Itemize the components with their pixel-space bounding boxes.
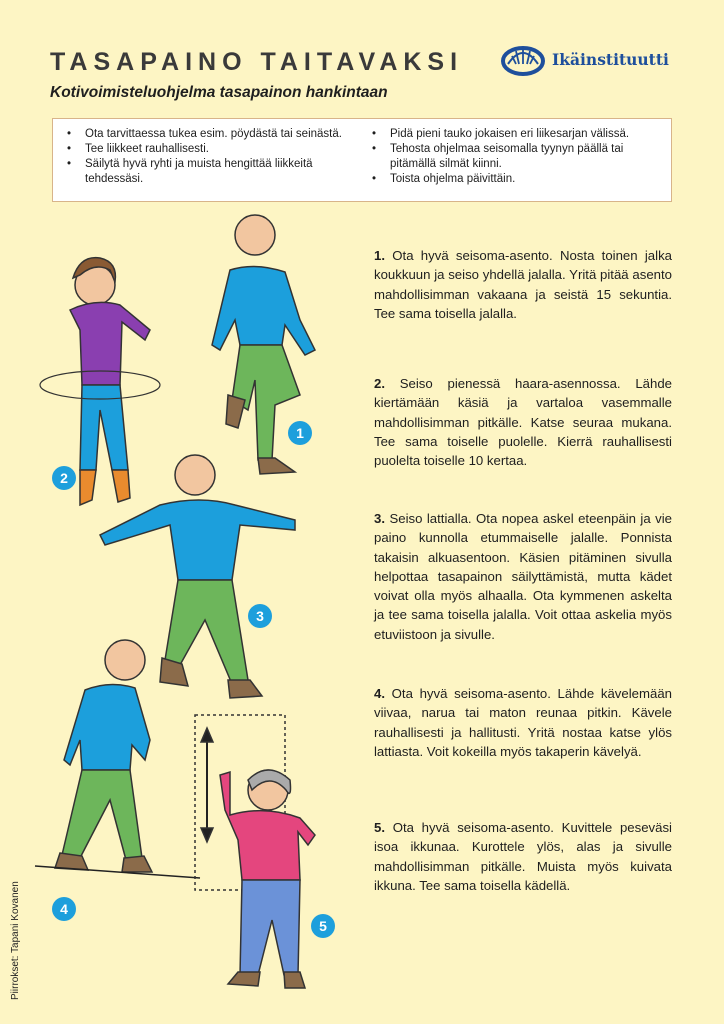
tip-item: • Toista ohjelma päivittäin. xyxy=(370,172,660,187)
exercise-number: 4. xyxy=(374,686,385,701)
exercise-5 xyxy=(374,818,672,895)
tip-item: • Tee liikkeet rauhallisesti. xyxy=(65,142,370,157)
badge-3: 3 xyxy=(248,604,272,628)
exercise-text: Ota hyvä seisoma-asento. Lähde kävelemään viivaa, narua tai maton reunaa pitkin. Kävele rauhallisesti ja hallitusti. Yritä nostaa katse ylös lattiasta. Voit kokeilla myös takaperin kävelyä. xyxy=(374,686,672,759)
shell-logo-icon xyxy=(500,42,546,76)
logo-text: Ikäinstituutti xyxy=(552,49,669,69)
exercise-2 xyxy=(374,374,672,470)
page-subtitle: Kotivoimisteluohjelma tasapainon hankintaan xyxy=(50,84,388,101)
exercise-3 xyxy=(374,509,672,644)
figure-5-woman-washing-window xyxy=(195,715,315,988)
exercise-text: Seiso lattialla. Ota nopea askel eteenpäin ja vie paino kunnolla etummaiselle jalalle. Ponnista takaisin alkuasentoon. Käsien pitäminen sivulla helpottaa tasapainon säilyttämistä, mutta kädet voivat olla myös alhaalla. Ota kymmenen askelta ja tee sama toisella jalalla. Voit ottaa askelia myös etuviistoon ja sivulle. xyxy=(374,511,672,642)
exercise-4 xyxy=(374,684,672,761)
page-title: TASAPAINO TAITAVAKSI xyxy=(50,48,464,76)
tips-left-list xyxy=(65,127,370,195)
exercise-number: 2. xyxy=(374,376,385,391)
tip-item: • Tehosta ohjelmaa seisomalla tyynyn päällä tai pitämällä silmät kiinni. xyxy=(370,142,660,172)
exercise-text: Ota hyvä seisoma-asento. Nosta toinen jalka koukkuun ja seiso yhdellä jalalla. Yritä pitää asento mahdollisimman vakaana ja seistä 15 sekuntia. Tee sama toisella jalalla. xyxy=(374,248,672,321)
tips-box xyxy=(52,118,672,202)
exercise-number: 3. xyxy=(374,511,385,526)
tips-right-list xyxy=(370,127,660,195)
illustration-credit: Piirrokset: Tapani Kovanen xyxy=(10,881,21,1000)
badge-5: 5 xyxy=(311,914,335,938)
badge-2: 2 xyxy=(52,466,76,490)
exercise-1 xyxy=(374,246,672,323)
exercise-text: Seiso pienessä haara-asennossa. Lähde kiertämään käsiä ja vartaloa vasemmalle mahdollisimman pitkälle. Katse seuraa mukana. Tee sama toiselle puolelle. Kierrä rauhallisesti puolelta toiselle 10 kertaa. xyxy=(374,376,672,469)
exercise-number: 1. xyxy=(374,248,385,263)
exercise-number: 5. xyxy=(374,820,385,835)
exercise-text: Ota hyvä seisoma-asento. Kuvittele peseväsi isoa ikkunaa. Kurottele ylös, alas ja sivulle mahdollisimman pitkälle. Muista myös kuivata ikkuna. Tee sama toisella kädellä. xyxy=(374,820,672,893)
logo xyxy=(500,42,669,76)
badge-4: 4 xyxy=(52,897,76,921)
exercise-illustrations xyxy=(0,200,370,1000)
tip-item: • Ota tarvittaessa tukea esim. pöydästä tai seinästä. xyxy=(65,127,370,142)
tip-item: • Pidä pieni tauko jokaisen eri liikesarjan välissä. xyxy=(370,127,660,142)
tip-item: • Säilytä hyvä ryhti ja muista hengittää liikkeitä tehdessäsi. xyxy=(65,157,370,187)
badge-1: 1 xyxy=(288,421,312,445)
